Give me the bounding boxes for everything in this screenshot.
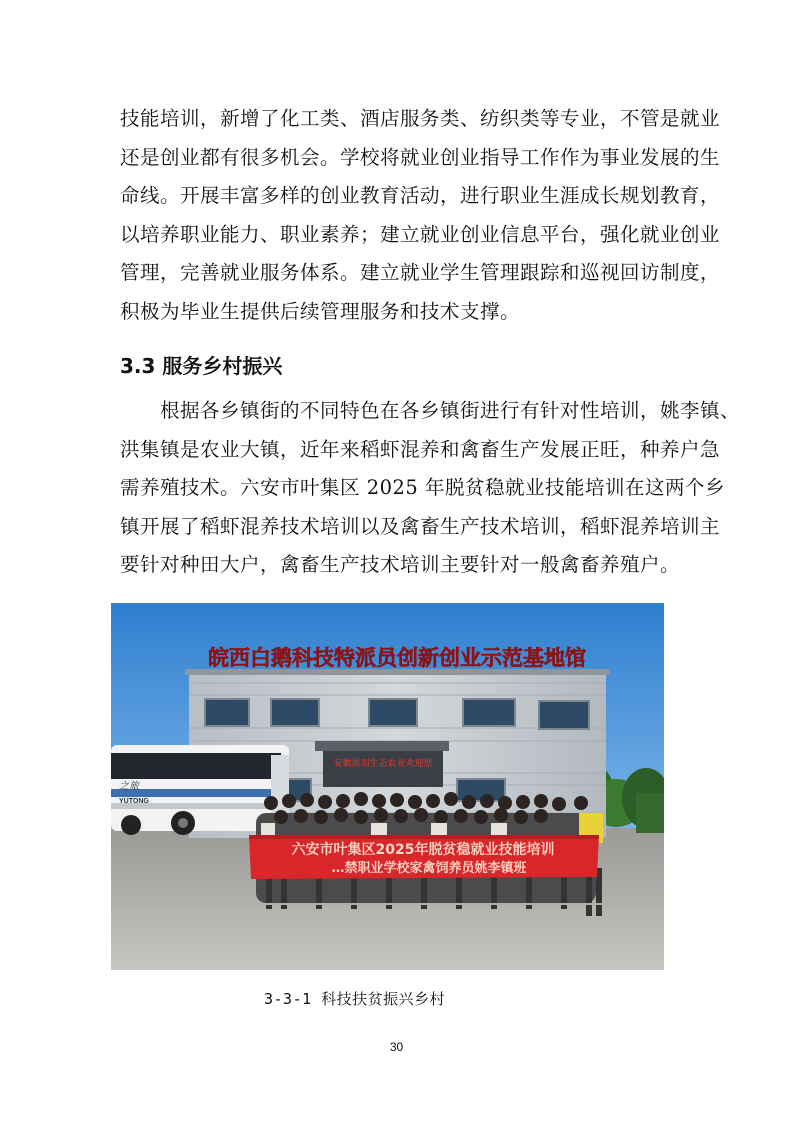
- banner-line2: …禁职业学校家禽饲养员姚李镇班: [331, 861, 527, 876]
- paragraph-rural-revitalization: [120, 392, 741, 585]
- text-line: 还是创业都有很多机会。学校将就业创业指导工作作为事业发展的生: [120, 145, 721, 169]
- text-line: 积极为毕业生提供后续管理服务和技术支撑。: [120, 299, 521, 323]
- group-photo-illustration: [111, 603, 664, 970]
- page-number: 30: [389, 1040, 404, 1054]
- text-line: 命线。开展丰富多样的创业教育活动，进行职业生涯成长规划教育，: [120, 184, 721, 207]
- bus-text: 之旅: [119, 781, 139, 792]
- text-line: 要针对种田大户，禽畜生产技术培训主要针对一般禽畜养殖户。: [120, 553, 681, 576]
- text-line: 镇开展了稻虾混养技术培训以及禽畜生产技术培训，稻虾混养培训主: [120, 514, 721, 538]
- text-line: 需养殖技术。六安市叶集区 2025 年脱贫稳就业技能培训在这两个乡: [120, 476, 726, 499]
- text-line: 洪集镇是农业大镇，近年来稻虾混养和禽畜生产发展正旺，种养户急: [120, 437, 721, 461]
- group-photo: [111, 603, 664, 970]
- text-line: 管理，完善就业服务体系。建立就业学生管理跟踪和巡视回访制度，: [120, 261, 721, 284]
- entrance-sign: 安徽展羽生态农业欢迎您: [333, 759, 433, 769]
- text-line: 以培养职业能力、职业素养；建立就业创业信息平台，强化就业创业: [120, 222, 721, 246]
- text-line: 根据各乡镇街的不同特色在各乡镇街进行有针对性培训，姚李镇、: [120, 399, 741, 422]
- text-line: 技能培训，新增了化工类、酒店服务类、纺织类等专业，不管是就业: [120, 107, 721, 130]
- bus-brand: YUTONG: [119, 798, 149, 805]
- section-heading: 3.3 服务乡村振兴: [120, 354, 283, 378]
- roof-sign: 皖西白鹅科技特派员创新创业示范基地馆: [208, 646, 586, 670]
- paragraph-employment: [120, 100, 721, 331]
- banner-line1: 六安市叶集区2025年脱贫稳就业技能培训: [291, 842, 555, 858]
- figure-caption: 3-3-1 科技扶贫振兴乡村: [264, 990, 446, 1008]
